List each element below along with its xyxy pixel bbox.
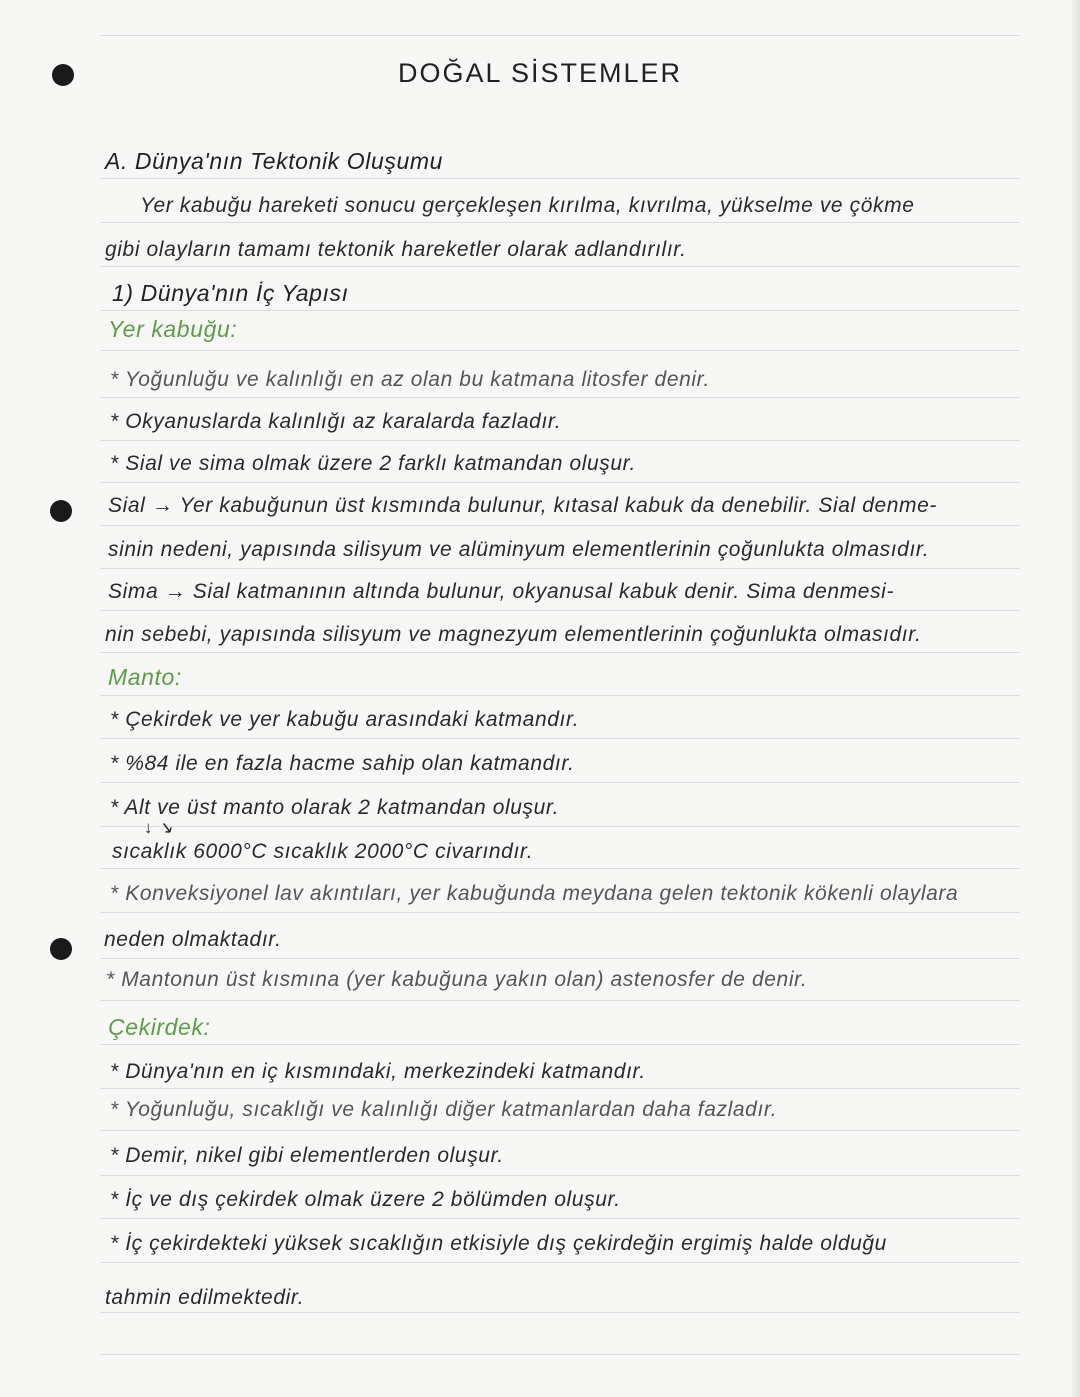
yer-kabugu-heading: Yer kabuğu:	[108, 316, 238, 342]
ruled-line	[100, 35, 1020, 36]
ruled-line	[100, 568, 1020, 569]
ruled-line	[100, 1088, 1020, 1089]
ruled-line	[100, 1175, 1020, 1176]
bullet: * İç ve dış çekirdek olmak üzere 2 bölümden oluşur.	[110, 1188, 621, 1211]
ruled-line	[100, 1044, 1020, 1045]
ruled-line	[100, 782, 1020, 783]
ruled-line	[100, 266, 1020, 267]
bullet: * Dünya'nın en iç kısmındaki, merkezindeki katmandır.	[110, 1060, 646, 1083]
sial-line: sinin nedeni, yapısında silisyum ve alüminyum elementlerinin çoğunlukta olmasıdır.	[108, 538, 930, 561]
page-title: DOĞAL SİSTEMLER	[397, 58, 683, 88]
ruled-line	[100, 1312, 1020, 1313]
bullet: * %84 ile en fazla hacme sahip olan katmandır.	[110, 752, 575, 775]
ruled-line	[100, 1354, 1020, 1355]
bullet: * Yoğunluğu, sıcaklığı ve kalınlığı diğer katmanlardan daha fazladır.	[110, 1098, 778, 1121]
subsection-heading: 1) Dünya'nın İç Yapısı	[112, 280, 349, 306]
manto-heading: Manto:	[108, 664, 182, 690]
bullet: * Konveksiyonel lav akıntıları, yer kabuğunda meydana gelen tektonik kökenli olaylara	[110, 882, 959, 905]
bullet: * Çekirdek ve yer kabuğu arasındaki katmandır.	[110, 708, 580, 731]
sial-line: Sial → Yer kabuğunun üst kısmında bulunur, kıtasal kabuk da denebilir. Sial denme-	[108, 494, 937, 517]
sima-line: nin sebebi, yapısında silisyum ve magnezyum elementlerinin çoğunlukta olmasıdır.	[105, 623, 922, 646]
ruled-line	[100, 695, 1020, 696]
ruled-line	[100, 178, 1020, 179]
ruled-line	[100, 310, 1020, 311]
bullet: * Yoğunluğu ve kalınlığı en az olan bu katmana litosfer denir.	[110, 368, 710, 391]
ruled-line	[100, 912, 1020, 913]
bullet: * Demir, nikel gibi elementlerden oluşur.	[110, 1144, 504, 1167]
page-edge	[1072, 0, 1080, 1397]
continuation-line: tahmin edilmektedir.	[105, 1286, 305, 1309]
ruled-line	[100, 958, 1020, 959]
bullet: * İç çekirdekteki yüksek sıcaklığın etkisiyle dış çekirdeğin ergimiş halde olduğu	[110, 1232, 887, 1255]
ruled-line	[100, 1262, 1020, 1263]
intro-line: gibi olayların tamamı tektonik hareketler olarak adlandırılır.	[105, 238, 687, 261]
arrow-annotation: ↓ ↘	[144, 818, 174, 837]
sima-line: Sima → Sial katmanının altında bulunur, okyanusal kabuk denir. Sima denmesi-	[108, 580, 895, 603]
ruled-line	[100, 826, 1020, 827]
ruled-line	[100, 1000, 1020, 1001]
ruled-line	[100, 440, 1020, 441]
ruled-line	[100, 652, 1020, 653]
ruled-line	[100, 610, 1020, 611]
ruled-line	[100, 525, 1020, 526]
ruled-line	[100, 350, 1020, 351]
punch-hole	[50, 938, 72, 960]
ruled-line	[100, 482, 1020, 483]
ruled-line	[100, 1218, 1020, 1219]
ruled-line	[100, 738, 1020, 739]
bullet: * Mantonun üst kısmına (yer kabuğuna yakın olan) astenosfer de denir.	[106, 968, 808, 991]
ruled-line	[100, 868, 1020, 869]
cekirdek-heading: Çekirdek:	[108, 1014, 211, 1040]
intro-line: Yer kabuğu hareketi sonucu gerçekleşen kırılma, kıvrılma, yükselme ve çökme	[140, 194, 915, 217]
ruled-line	[100, 1130, 1020, 1131]
ruled-line	[100, 397, 1020, 398]
continuation-line: neden olmaktadır.	[104, 928, 282, 951]
bullet: * Okyanuslarda kalınlığı az karalarda fazladır.	[110, 410, 562, 433]
temperature-line: sıcaklık 6000°C sıcaklık 2000°C civarındır.	[112, 840, 534, 863]
section-heading: A. Dünya'nın Tektonik Oluşumu	[105, 148, 443, 174]
bullet: * Alt ve üst manto olarak 2 katmandan oluşur.	[110, 796, 560, 819]
bullet: * Sial ve sima olmak üzere 2 farklı katmandan oluşur.	[110, 452, 636, 475]
ruled-line	[100, 222, 1020, 223]
punch-hole	[50, 500, 72, 522]
